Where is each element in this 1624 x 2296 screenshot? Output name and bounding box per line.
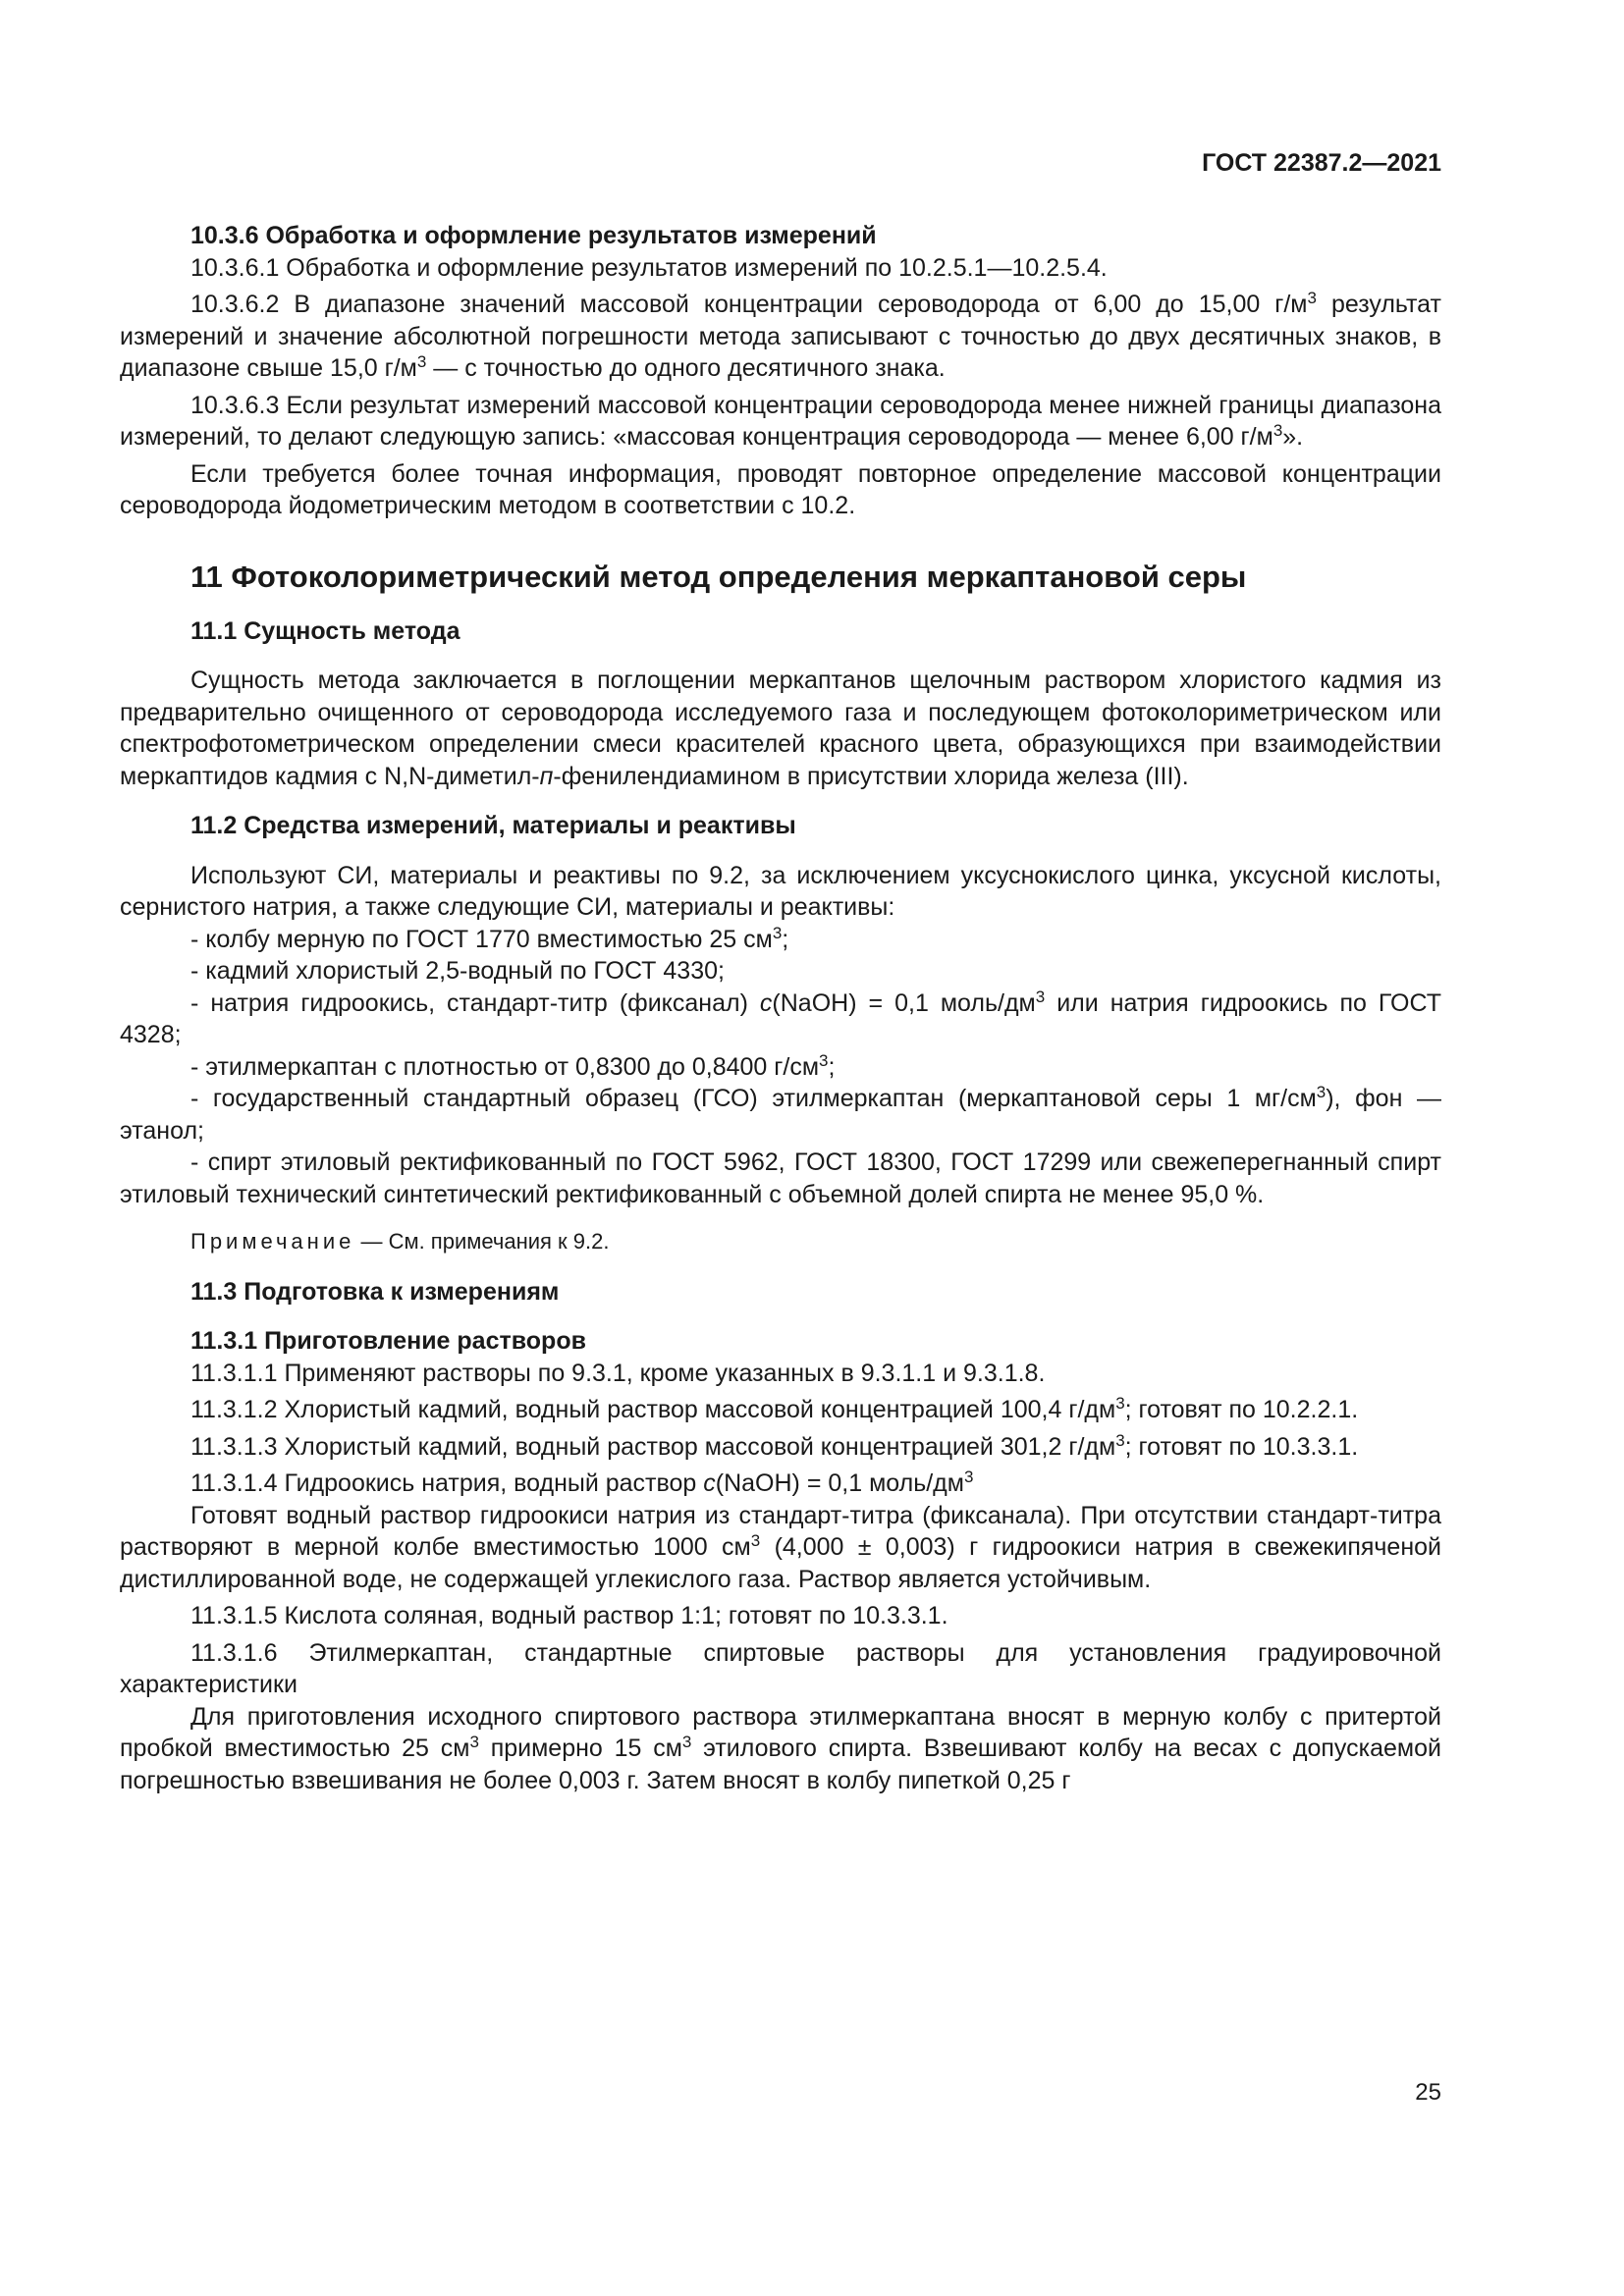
section-heading-11-3-1: 11.3.1 Приготовление растворов — [190, 1327, 586, 1355]
paragraph-11-3-1-4-body: Готовят водный раствор гидроокиси натрия из стандарт-титра (фиксанала). При отсутствии стандарт-титра растворяют в мерной колбе вместимостью 1000 $см^3$ (4,000 ± 0,003) г гидроокиси натрия в свежекипяченой дистиллированной воде, не содержащей углекислого газа. Раствор является устойчивым. — [120, 1501, 1442, 1593]
list-item: - спирт этиловый ректификованный по ГОСТ 5962, ГОСТ 18300, ГОСТ 17299 или свежеперегнанный спирт этиловый технический синтетический ректификованный с объемной долей спирта не менее 95,0 %. — [120, 1148, 1441, 1208]
section-heading-11-1: 11.1 Сущность метода — [190, 616, 460, 645]
list-item: - натрия гидроокись, стандарт-титр (фиксанал) c(NaOH) = 0,1 моль/$дм^3$ или натрия гидроокись по ГОСТ 4328; — [120, 987, 1442, 1048]
list-item: - этилмеркаптан с плотностью от 0,8300 до 0,8400 $г/см^3$; — [190, 1050, 836, 1081]
section-heading-11: 11 Фотоколориметрический метод определения меркаптановой серы — [190, 559, 1247, 594]
page-body — [120, 220, 1441, 1796]
list-item: - государственный стандартный образец (ГСО) этилмеркаптан (меркаптановой серы 1 $мг/см^3$), фон — этанол; — [120, 1083, 1441, 1145]
paragraph-11-3-1-2: 11.3.1.2 Хлористый кадмий, водный раствор массовой концентрацией 100,4 $г/дм^3$; готовят по 10.2.2.1. — [190, 1394, 1359, 1423]
page-number: 25 — [1415, 2079, 1441, 2106]
document-header: ГОСТ 22387.2—2021 — [1202, 149, 1441, 177]
note-label: Примечание — [190, 1229, 355, 1254]
paragraph-11-3-1-3: 11.3.1.3 Хлористый кадмий, водный раствор массовой концентрацией 301,2 $г/дм^3$; готовят по 10.3.3.1. — [190, 1430, 1359, 1461]
note: Примечание — См. примечания к 9.2. — [190, 1229, 610, 1254]
section-heading-11-3: 11.3 Подготовка к измерениям — [190, 1277, 560, 1306]
paragraph-10-3-6-3: 10.3.6.3 Если результат измерений массовой концентрации сероводорода менее нижней границы диапазона измерений, то делают следующую запись: «массовая концентрация сероводорода — менее 6,00 $г/м^3$». — [120, 391, 1441, 451]
paragraph-10-3-6-2: 10.3.6.2 В диапазоне значений массовой концентрации сероводорода от 6,00 до 15,00 $г/м^3$ результат измерений и значение абсолютной погрешности метода записывают с точностью до двух десятичных знаков, в диапазоне свыше 15,0 $г/м^3$ — с точностью до одного десятичного знака. — [120, 289, 1441, 382]
list-item: - колбу мерную по ГОСТ 1770 вместимостью 25 $см^3$; — [190, 923, 789, 953]
paragraph-10-3-6-1: 10.3.6.1 Обработка и оформление результатов измерений по 10.2.5.1—10.2.5.4. — [190, 253, 1108, 282]
section-heading-11-2: 11.2 Средства измерений, материалы и реактивы — [190, 812, 796, 839]
list-item: - кадмий хлористый 2,5-водный по ГОСТ 4330; — [190, 957, 725, 985]
paragraph-11-3-1-6-body: Для приготовления исходного спиртового раствора этилмеркаптана вносят в мерную колбу с притертой пробкой вместимостью 25 $см^3$ примерно 15 $см^3$ этилового спирта. Взвешивают колбу на весах с допускаемой погрешностью взвешивания не более 0,003 г. Затем вносят в колбу пипеткой 0,25 г — [120, 1702, 1441, 1794]
paragraph-11-3-1-1: 11.3.1.1 Применяют растворы по 9.3.1, кроме указанных в 9.3.1.1 и 9.3.1.8. — [190, 1359, 1046, 1387]
paragraph-11-3-1-5: 11.3.1.5 Кислота соляная, водный раствор 1:1; готовят по 10.3.3.1. — [190, 1602, 948, 1629]
paragraph-11-3-1-4: 11.3.1.4 Гидроокись натрия, водный раствор c(NaOH) = 0,1 моль/$дм^3$ — [190, 1468, 974, 1497]
paragraph-11-3-1-6: 11.3.1.6 Этилмеркаптан, стандартные спиртовые растворы для установления градуировочной характеристики — [120, 1638, 1441, 1698]
paragraph-11-1: Сущность метода заключается в поглощении меркаптанов щелочным раствором хлористого кадмия из предварительно очищенного от сероводорода исследуемого газа и последующем фотоколориметрическом или спектрофотометрическом определении смеси красителей красного цвета, образующихся при взаимодействии меркаптидов кадмия с N,N-диметил-п-фенилендиамином в присутствии хлорида железа (III). — [120, 667, 1441, 790]
paragraph-11-2: Используют СИ, материалы и реактивы по 9.2, за исключением уксуснокислого цинка, уксусной кислоты, сернистого натрия, а также следующие СИ, материалы и реактивы: — [120, 861, 1441, 921]
paragraph-10-3-6-note: Если требуется более точная информация, проводят повторное определение массовой концентрации сероводорода йодометрическим методом в соответствии с 10.2. — [120, 459, 1441, 519]
section-heading-10-3-6: 10.3.6 Обработка и оформление результатов измерений — [190, 222, 877, 249]
